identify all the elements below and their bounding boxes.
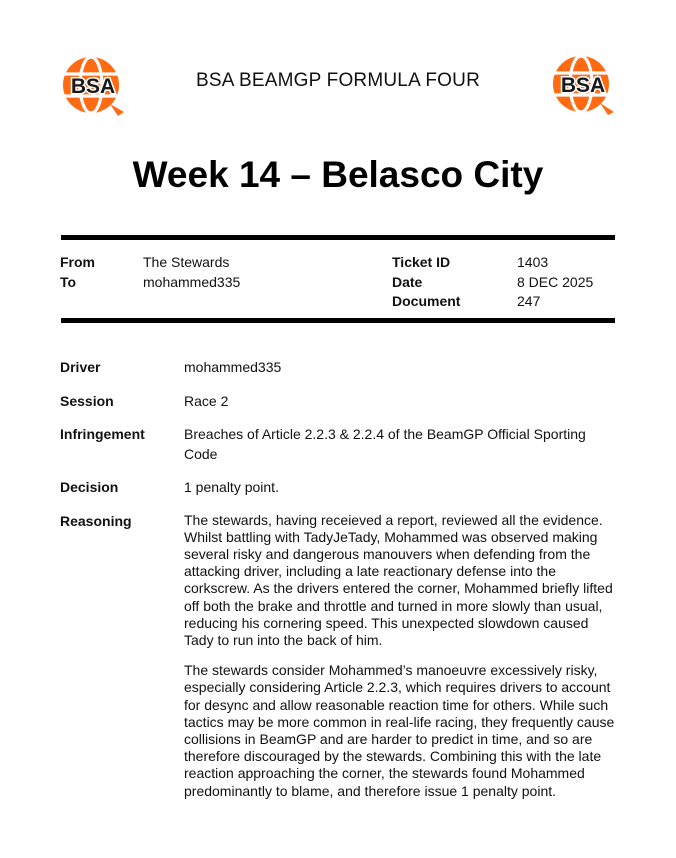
driver-field — [60, 358, 616, 378]
divider-bottom — [61, 318, 615, 323]
meta-document-row — [392, 292, 593, 312]
driver-label: Driver — [60, 359, 101, 375]
from-label: From — [60, 254, 95, 270]
meta-date-row — [392, 273, 593, 293]
session-field — [60, 392, 616, 412]
session-label: Session — [60, 392, 114, 409]
meta-from-row — [60, 253, 240, 273]
to-label: To — [60, 273, 77, 290]
reasoning-field — [60, 512, 616, 813]
infringement-value: Breaches of Article 2.2.3 & 2.2.4 of the BeamGP Official Sporting Code — [184, 426, 586, 462]
reasoning-label: Reasoning — [60, 512, 132, 529]
page-title: Week 14 – Belasco City — [132, 154, 544, 195]
to-value: mohammed335 — [143, 273, 241, 290]
meta-right — [392, 253, 593, 312]
reasoning-paragraph-1: The stewards, having receieved a report, reviewed all the evidence. Whilst battling with TadyJeTady, Mohammed was observed making several risky and dangerous manouvers when defending from the attacking driver, including a late reactionary defense into the corkscrew. As the drivers entered the corner, Mohammed briefly lifted off both the brake and throttle and turned in more slowly than usual, reducing his cornering speed. This unexpected slowdown caused Tady to run into the back of him. — [184, 511, 613, 648]
document-label: Document — [392, 293, 461, 309]
divider-top — [61, 235, 615, 240]
decision-value: 1 penalty point. — [184, 479, 279, 495]
meta-to-row — [60, 273, 240, 293]
meta-ticket-row — [392, 253, 593, 273]
meta-left — [60, 253, 240, 292]
decision-field — [60, 478, 616, 498]
decision-fields — [60, 358, 616, 827]
decision-label: Decision — [60, 479, 119, 495]
driver-value: mohammed335 — [184, 359, 282, 375]
ticket-label: Ticket ID — [392, 254, 451, 270]
document-value: 247 — [517, 293, 541, 309]
reasoning-paragraph-2: The stewards consider Mohammed’s manoeuvre excessively risky, especially considering Article 2.2.3, which requires drivers to account for desync and allow reasonable reaction time for others. While such tactics may be more common in real-life racing, they frequently cause collisions in BeamGP and are harder to predict in time, and so are therefore discouraged by the stewards. Combining this with the late reaction approaching the corner, the stewards found Mohammed predominantly to blame, and therefore issue 1 penalty point. — [184, 662, 615, 799]
date-label: Date — [392, 273, 423, 290]
logo-text-right: BSA — [560, 74, 606, 97]
session-value: Race 2 — [184, 392, 229, 409]
logo-text-left: BSA — [70, 75, 116, 98]
infringement-label: Infringement — [60, 426, 145, 442]
infringement-field — [60, 425, 616, 464]
from-value: The Stewards — [143, 254, 230, 270]
organization-name: BSA BEAMGP FORMULA FOUR — [195, 70, 481, 91]
reasoning-body — [184, 512, 616, 813]
date-value: 8 DEC 2025 — [517, 273, 594, 290]
ticket-value: 1403 — [517, 254, 549, 270]
